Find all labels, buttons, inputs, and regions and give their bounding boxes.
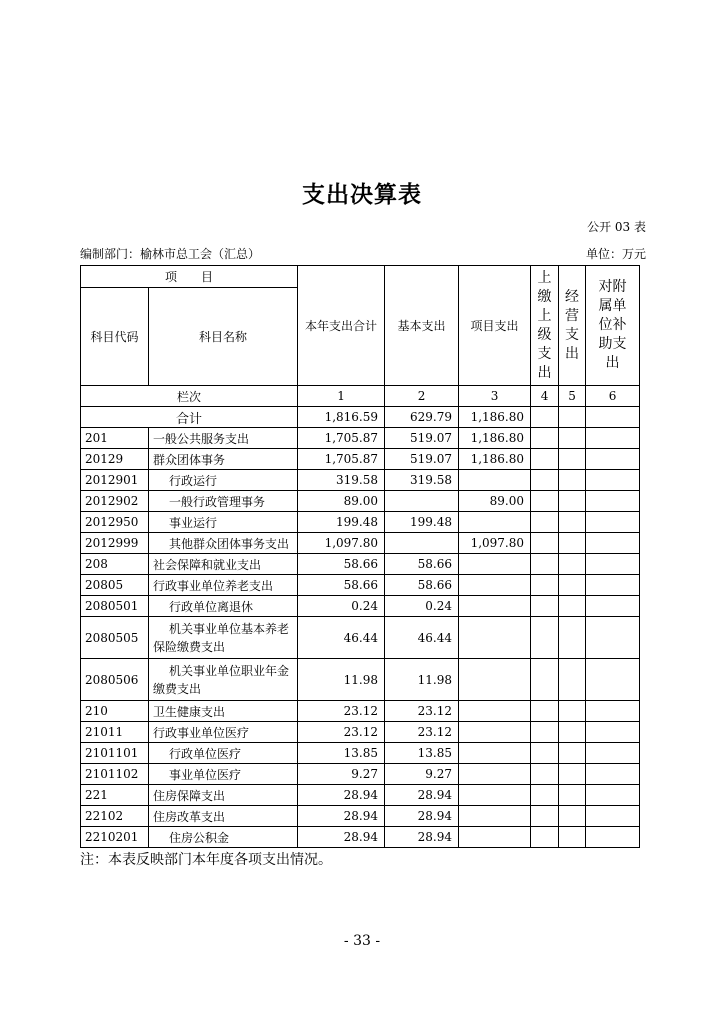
table-row: 2101101 行政单位医疗 13.85 13.85 (81, 743, 640, 764)
col-index-label: 栏次 (81, 386, 298, 407)
col-index-3: 3 (459, 386, 531, 407)
table-row: 2080506 机关事业单位职业年金缴费支出 11.98 11.98 (81, 659, 640, 701)
table-row: 21011 行政事业单位医疗 23.12 23.12 (81, 722, 640, 743)
table-row: 2012950 事业运行 199.48 199.48 (81, 512, 640, 533)
header-total: 本年支出合计 (298, 266, 385, 386)
header-project: 项目支出 (459, 266, 531, 386)
total-project: 1,186.80 (459, 407, 531, 428)
table-row: 2012902 一般行政管理事务 89.00 89.00 (81, 491, 640, 512)
header-upper: 上缴上级支出 (531, 266, 559, 386)
table-row: 2210201 住房公积金 28.94 28.94 (81, 827, 640, 848)
table-row: 201 一般公共服务支出 1,705.87 519.07 1,186.80 (81, 428, 640, 449)
unit-label: 单位：万元 (585, 247, 646, 261)
header-item: 项 目 (81, 266, 298, 288)
department-label: 编制部门：榆林市总工会（汇总） (80, 247, 261, 261)
total-row (81, 407, 640, 428)
table-row: 20129 群众团体事务 1,705.87 519.07 1,186.80 (81, 449, 640, 470)
total-label: 合计 (81, 407, 298, 428)
table-row: 22102 住房改革支出 28.94 28.94 (81, 806, 640, 827)
table-row: 208 社会保障和就业支出 58.66 58.66 (81, 554, 640, 575)
total-sum: 1,816.59 (298, 407, 385, 428)
footnote: 注：本表反映部门本年度各项支出情况。 (80, 852, 332, 868)
header-code: 科目代码 (81, 288, 149, 386)
col-index-4: 4 (531, 386, 559, 407)
col-index-1: 1 (298, 386, 385, 407)
col-index-6: 6 (586, 386, 640, 407)
expenditure-table (80, 265, 640, 848)
header-name: 科目名称 (149, 288, 298, 386)
header-basic: 基本支出 (385, 266, 459, 386)
table-row: 221 住房保障支出 28.94 28.94 (81, 785, 640, 806)
total-basic: 629.79 (385, 407, 459, 428)
table-row: 2101102 事业单位医疗 9.27 9.27 (81, 764, 640, 785)
page-number: - 33 - (343, 933, 381, 949)
page-title: 支出决算表 (302, 181, 422, 208)
form-number: 公开 03 表 (587, 220, 646, 234)
table-row: 2012901 行政运行 319.58 319.58 (81, 470, 640, 491)
table-row: 210 卫生健康支出 23.12 23.12 (81, 701, 640, 722)
col-index-5: 5 (559, 386, 586, 407)
header-operating: 经营支出 (559, 266, 586, 386)
table-row: 2080501 行政单位离退休 0.24 0.24 (81, 596, 640, 617)
table-row: 2012999 其他群众团体事务支出 1,097.80 1,097.80 (81, 533, 640, 554)
header-subsidiary: 对附属单位补助支出 (586, 266, 640, 386)
table-row: 2080505 机关事业单位基本养老保险缴费支出 46.44 46.44 (81, 617, 640, 659)
col-index-2: 2 (385, 386, 459, 407)
table-row: 20805 行政事业单位养老支出 58.66 58.66 (81, 575, 640, 596)
